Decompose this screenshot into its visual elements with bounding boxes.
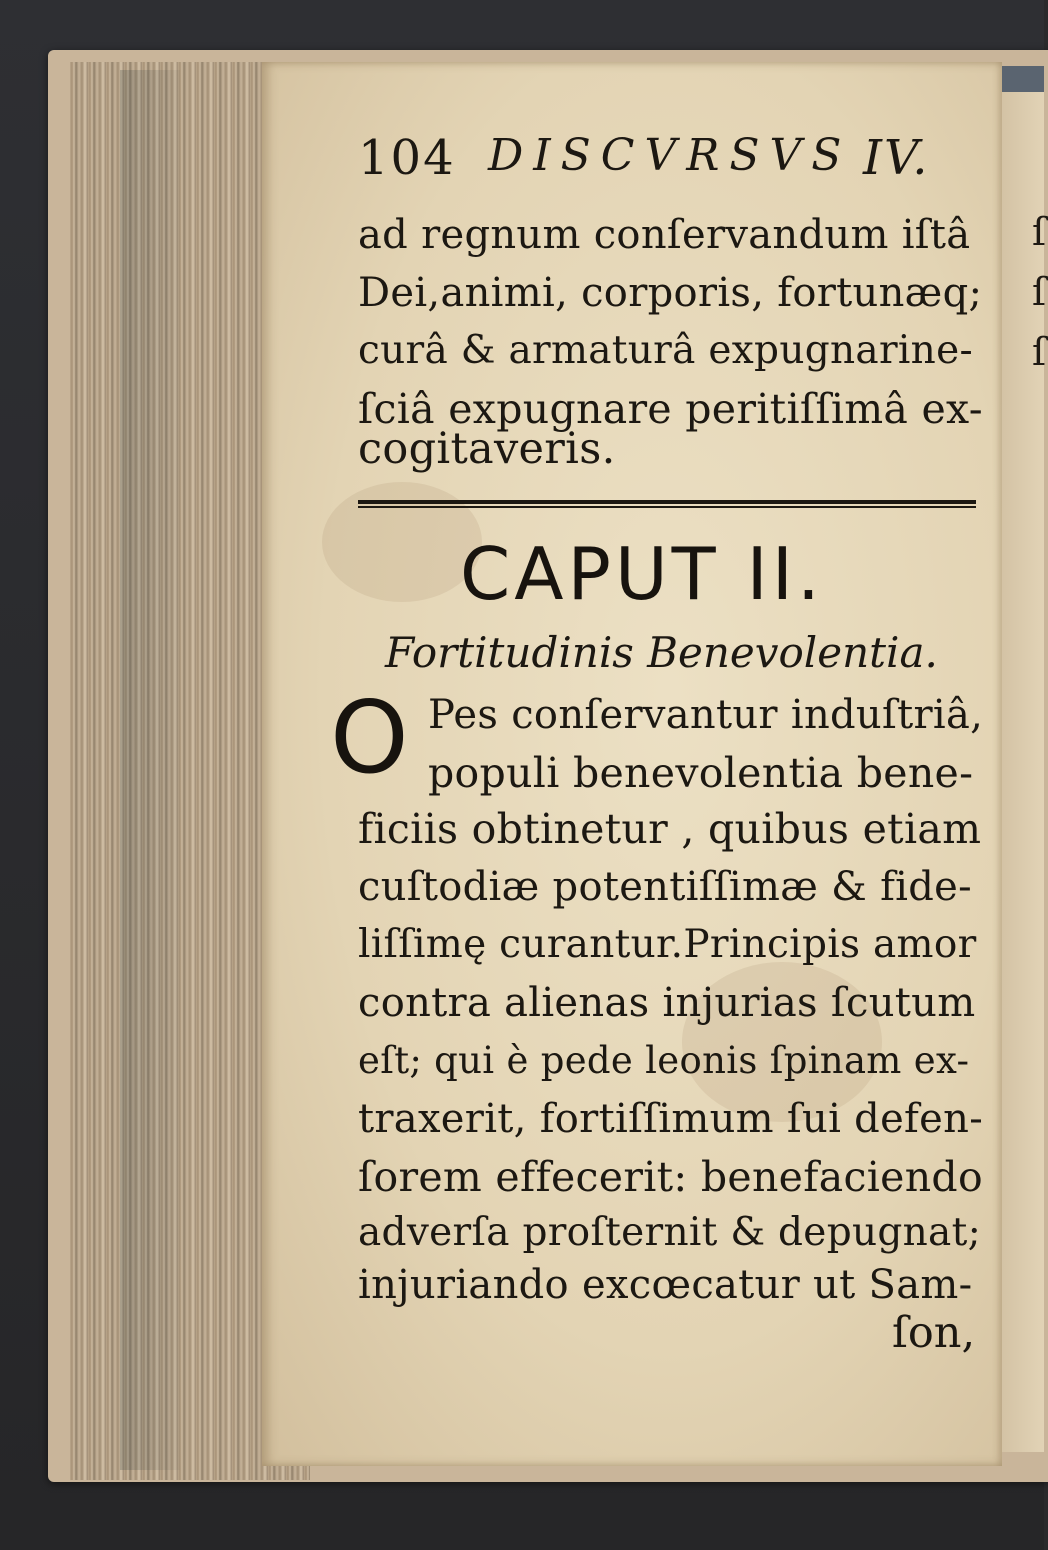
text-line: ſciâ expugnare peritiſſimâ ex- [358, 385, 983, 433]
page-edges-shadow [120, 70, 180, 1470]
text-line: injuriando excœcatur ut Sam- [358, 1262, 973, 1308]
facing-page-glyph: ſ [1032, 210, 1047, 254]
text-line: contra alienas injurias ſcutum [358, 980, 976, 1026]
section-rule [358, 500, 976, 508]
text-line: populi benevolentia bene- [428, 749, 974, 797]
text-line: cuſtodiæ potentiſſimæ & fide- [358, 864, 972, 910]
text-line: eſt; qui è pede leonis ſpinam ex- [358, 1039, 970, 1082]
chapter-subtitle: Fortitudinis Benevolentia. [385, 628, 938, 677]
running-head [358, 130, 958, 190]
chapter-heading: CAPUT II. [460, 532, 824, 616]
drop-initial: O [330, 679, 409, 796]
text-line: curâ & armaturâ expugnarine- [358, 328, 973, 373]
page-number: 104 [358, 130, 456, 186]
catchword: ſon, [892, 1308, 976, 1358]
text-line: liſſimę curantur.Principis amor [358, 922, 977, 967]
facing-page-glyph: ſ [1032, 330, 1047, 374]
text-line: traxerit, fortiſſimum ſui defen- [358, 1096, 984, 1142]
discourse-number: IV. [863, 130, 930, 186]
text-line: cogitaveris. [358, 424, 616, 474]
text-line: ſorem effecerit: benefaciendo [358, 1153, 983, 1201]
facing-page-glyph: ſ [1032, 270, 1047, 314]
text-line: ad regnum conſervandum iſtâ [358, 212, 971, 258]
text-line: Dei,animi, corporis, fortunæq; [358, 270, 983, 316]
running-title: DISCVRSVS [488, 130, 852, 181]
text-line: adverſa proſternit & depugnat; [358, 1210, 982, 1255]
text-line: ficiis obtinetur , quibus etiam [358, 805, 982, 853]
text-line: Pes conſervantur induſtriâ, [428, 692, 984, 738]
